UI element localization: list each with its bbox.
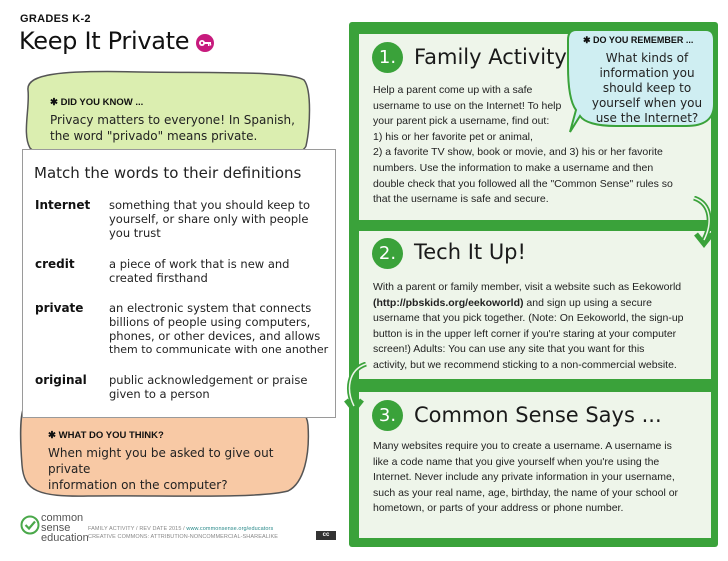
arrow-icon xyxy=(340,362,370,414)
section-body-1: Help a parent come up with a safe username to use on the Internet! To help your parent pick a username, find out: 1) his or her favorite pet or animal, 2) a favorite TV show, book or movie, and 3) his or her favorite numbers. Use the information to make a username and then double check that you followed all the "Common Sense" rules so that the username is safe and secure. xyxy=(373,84,673,206)
section-number-1: 1. xyxy=(372,42,403,73)
do-you-remember-heading: ✱ DO YOU REMEMBER ... xyxy=(583,35,694,45)
educators-link[interactable]: www.commonsense.org/educators xyxy=(186,526,274,532)
section-number-3: 3. xyxy=(372,400,403,431)
definition-4: public acknowledgement or praise given to a person xyxy=(109,373,308,401)
what-do-you-think-heading: ✱ WHAT DO YOU THINK? xyxy=(48,430,164,441)
section-title-2: Tech It Up! xyxy=(414,240,526,264)
common-sense-check-icon xyxy=(20,515,40,535)
grade-level: GRADES K-2 xyxy=(20,13,91,25)
common-sense-logo-text: common sense education xyxy=(41,512,89,544)
match-words-card xyxy=(22,149,336,418)
section-body-2: With a parent or family member, visit a website such as Eekoworld (http://pbskids.org/eekoworld) and sign up using a secure username that you pick together. (Note: On Eekoworld, the sign-up button is in the upper left corner if you're staring at your computer screen!) Adults: You can use any site that you want for this activity, but we recommend sticking to a non-commercial website. xyxy=(373,281,684,371)
definition-1: something that you should keep to yourself, or share only with people you trust xyxy=(109,198,310,240)
definition-3: an electronic system that connects billions of people using computers, phones, or other devices, and allows them to communicate with one another xyxy=(109,301,329,356)
section-body-3: Many websites require you to create a username. A username is like a code name that you give yourself when you're using the Internet. Never include any private information in your username, such as your real name, age, birthday, the name of your school or hometown, or parts of your address or phone number. xyxy=(373,440,679,515)
creative-commons-badge: cc xyxy=(316,531,336,540)
definition-2: a piece of work that is new and created firsthand xyxy=(109,257,290,285)
term-private: private xyxy=(35,301,84,315)
page-title: Keep It Private xyxy=(19,27,190,55)
term-original: original xyxy=(35,373,87,387)
section-number-2: 2. xyxy=(372,238,403,269)
eekoworld-url[interactable]: (http://pbskids.org/eekoworld) xyxy=(373,296,524,309)
did-you-know-text: Privacy matters to everyone! In Spanish, the word "privado" means private. xyxy=(50,113,295,143)
do-you-remember-text: What kinds of information you should keep to yourself when you use the Internet? xyxy=(591,51,703,125)
did-you-know-heading: ✱ DID YOU KNOW ... xyxy=(50,97,144,108)
key-icon xyxy=(196,34,214,52)
term-credit: credit xyxy=(35,257,75,271)
what-do-you-think-text: When might you be asked to give out private information on the computer? xyxy=(48,446,274,492)
section-title-1: Family Activity xyxy=(414,45,567,69)
section-title-3: Common Sense Says ... xyxy=(414,403,662,427)
term-internet: Internet xyxy=(35,198,91,212)
match-title: Match the words to their definitions xyxy=(34,164,302,182)
footer-text: FAMILY ACTIVITY / REV DATE 2015 / www.commonsense.org/educators CREATIVE COMMONS: ATTRIBUTION-NONCOMMERCIAL-SHAREALIKE xyxy=(88,526,279,540)
